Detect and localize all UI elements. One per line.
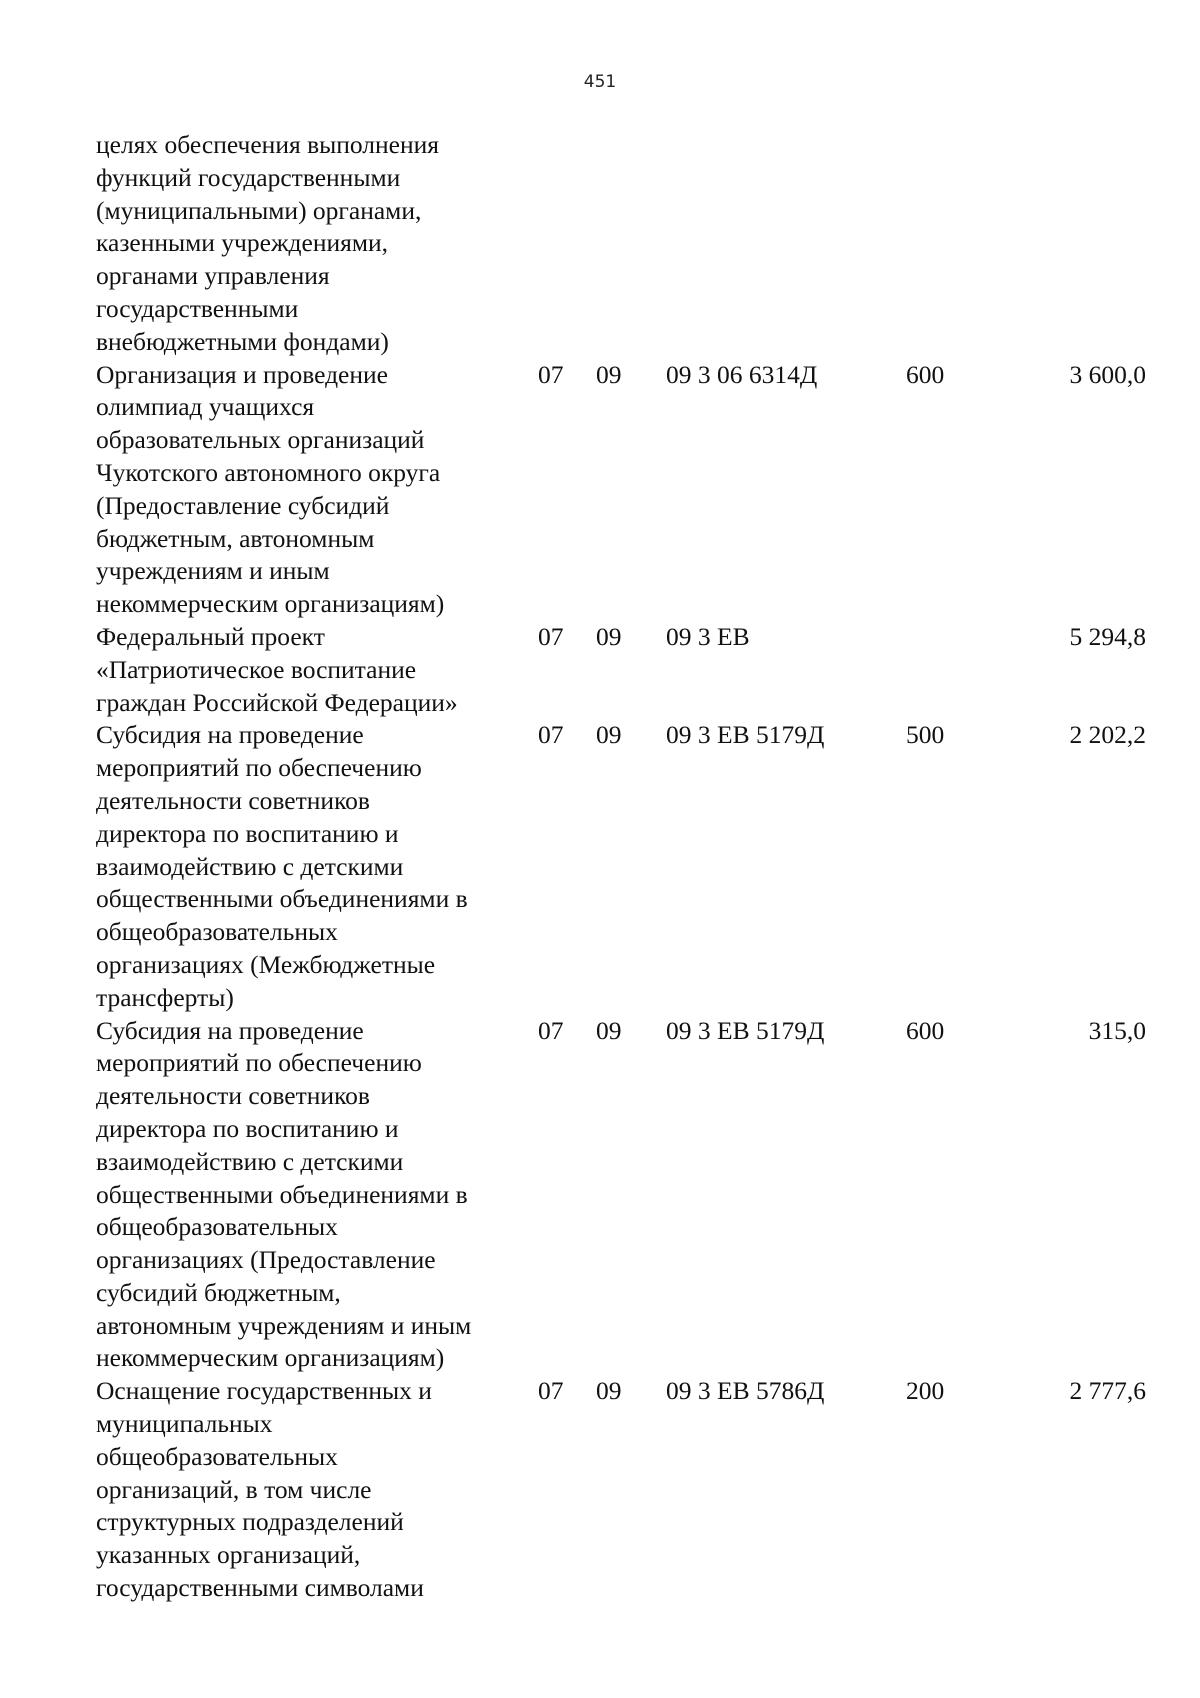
subsection-code: 09: [596, 359, 622, 389]
description-line: мероприятий по обеспечению: [96, 753, 422, 783]
description-line: образовательных организаций: [96, 425, 425, 455]
section-code: 07: [538, 1376, 564, 1406]
description-line: «Патриотическое воспитание: [96, 654, 417, 684]
description-line: автономным учреждениям и иным: [96, 1310, 472, 1340]
row-description: [96, 359, 538, 621]
description-line: Субсидия на проведение: [96, 1015, 364, 1045]
description-line: организациях (Межбюджетные: [96, 949, 436, 979]
description-line: органами управления: [96, 261, 330, 291]
description-line: мероприятий по обеспечению: [96, 1048, 422, 1078]
description-line: граждан Российской Федерации»: [96, 687, 458, 717]
budget-table: [96, 129, 1146, 1605]
amount: 2 777,6: [1069, 1376, 1146, 1406]
section-code: 07: [538, 359, 564, 389]
description-line: субсидий бюджетным,: [96, 1277, 341, 1307]
row-description: [96, 1375, 538, 1605]
page-number: 451: [583, 72, 617, 92]
description-line: структурных подразделений: [96, 1507, 404, 1537]
description-line: Субсидия на проведение: [96, 720, 364, 750]
description-line: целях обеспечения выполнения: [96, 130, 440, 159]
expense-type-code: 500: [906, 720, 945, 750]
table-row: [96, 359, 1146, 621]
description-line: общеобразовательных: [96, 917, 338, 947]
table-row: [96, 621, 1146, 719]
description-line: общеобразовательных: [96, 1441, 338, 1471]
target-article-code: 09 3 ЕВ: [666, 621, 750, 651]
target-article-code: 09 3 ЕВ 5179Д: [666, 1015, 825, 1045]
description-line: бюджетным, автономным: [96, 523, 375, 553]
description-line: Оснащение государственных и: [96, 1376, 432, 1406]
description-line: общественными объединениями в: [96, 1179, 468, 1209]
description-line: Организация и проведение: [96, 359, 388, 389]
description-line: государственными символами: [96, 1573, 424, 1603]
description-line: указанных организаций,: [96, 1540, 361, 1570]
table-row: [96, 719, 1146, 1014]
description-line: организациях (Предоставление: [96, 1245, 436, 1275]
row-description: [96, 719, 538, 1014]
description-line: олимпиад учащихся: [96, 392, 315, 422]
description-line: трансферты): [96, 982, 234, 1012]
subsection-code: 09: [596, 720, 622, 750]
description-line: функций государственными: [96, 162, 401, 192]
expense-type-code: 600: [906, 1015, 945, 1045]
row-description: [96, 1015, 538, 1376]
description-line: деятельности советников: [96, 1081, 370, 1111]
description-line: (муниципальными) органами,: [96, 195, 422, 225]
row-description: [96, 129, 538, 359]
description-line: учреждениям и иным: [96, 556, 330, 586]
amount: 5 294,8: [1069, 621, 1146, 651]
amount: 315,0: [1088, 1015, 1146, 1045]
section-code: 07: [538, 621, 564, 651]
description-line: некоммерческим организациям): [96, 1343, 445, 1373]
description-line: государственными: [96, 293, 299, 323]
description-line: внебюджетными фондами): [96, 326, 389, 356]
description-line: общественными объединениями в: [96, 884, 468, 914]
description-line: некоммерческим организациям): [96, 589, 445, 619]
expense-type-code: 200: [906, 1376, 945, 1406]
subsection-code: 09: [596, 1015, 622, 1045]
subsection-code: 09: [596, 621, 622, 651]
description-line: Федеральный проект: [96, 621, 325, 651]
description-line: взаимодействию с детскими: [96, 851, 404, 881]
description-line: директора по воспитанию и: [96, 1113, 399, 1143]
section-code: 07: [538, 1015, 564, 1045]
description-line: казенными учреждениями,: [96, 228, 389, 258]
subsection-code: 09: [596, 1376, 622, 1406]
description-line: Чукотского автономного округа: [96, 457, 441, 487]
description-line: общеобразовательных: [96, 1212, 338, 1242]
description-line: взаимодействию с детскими: [96, 1146, 404, 1176]
target-article-code: 09 3 06 6314Д: [666, 359, 818, 389]
description-line: организаций, в том числе: [96, 1474, 372, 1504]
description-line: (Предоставление субсидий: [96, 490, 390, 520]
target-article-code: 09 3 ЕВ 5179Д: [666, 720, 825, 750]
amount: 3 600,0: [1069, 359, 1146, 389]
expense-type-code: 600: [906, 359, 945, 389]
section-code: 07: [538, 720, 564, 750]
table-row: [96, 129, 1146, 359]
amount: 2 202,2: [1069, 720, 1146, 750]
description-line: муниципальных: [96, 1409, 273, 1439]
target-article-code: 09 3 ЕВ 5786Д: [666, 1376, 825, 1406]
row-description: [96, 621, 538, 719]
table-row: [96, 1015, 1146, 1376]
description-line: деятельности советников: [96, 785, 370, 815]
description-line: директора по воспитанию и: [96, 818, 399, 848]
table-row: [96, 1375, 1146, 1605]
